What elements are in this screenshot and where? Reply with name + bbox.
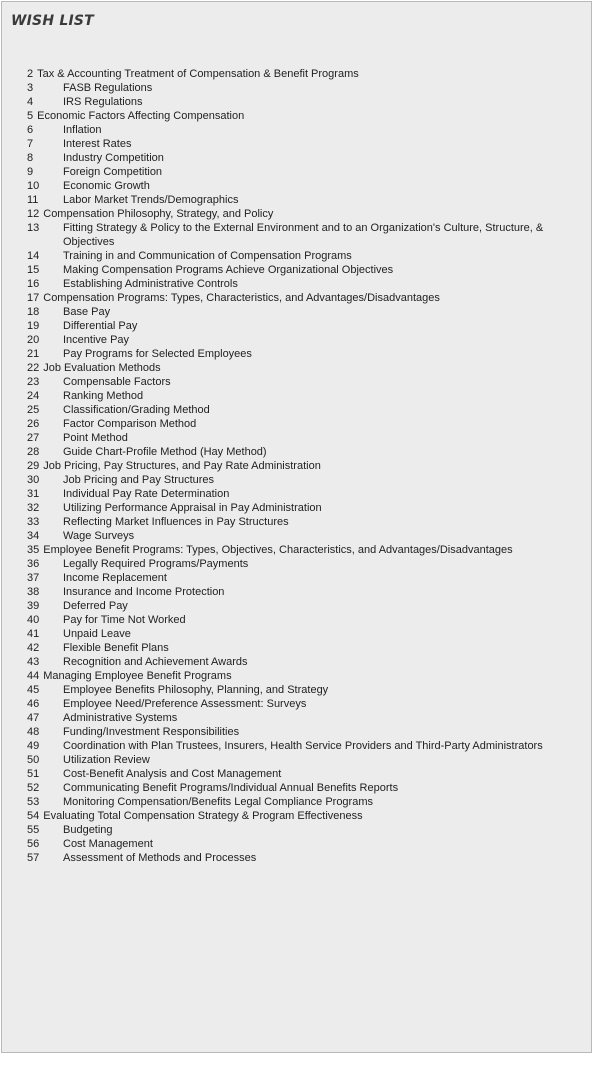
list-item-label: Insurance and Income Protection [63, 586, 225, 598]
list-item [27, 725, 587, 739]
list-item [27, 669, 587, 683]
list-item-label: Differential Pay [63, 320, 138, 332]
list-item [27, 515, 587, 529]
list-item [27, 431, 587, 445]
list-item [27, 655, 587, 669]
list-item-number: 13 [27, 222, 40, 234]
wish-list-panel [1, 1, 592, 1053]
list-item-number: 45 [27, 684, 40, 696]
list-item-number: 7 [27, 138, 34, 150]
list-item-number: 5 [27, 110, 34, 122]
list-item [27, 137, 587, 151]
list-item-label: Employee Benefit Programs: Types, Objectives, Characteristics, and Advantages/Disadvantages [43, 544, 513, 556]
list-item-number: 10 [27, 180, 40, 192]
list-item-number: 32 [27, 502, 40, 514]
list-item [27, 487, 587, 501]
list-item-label: Base Pay [63, 306, 111, 318]
list-item-number: 35 [27, 544, 40, 556]
list-item-label: Managing Employee Benefit Programs [43, 670, 232, 682]
list-item-number: 14 [27, 250, 40, 262]
list-item [27, 599, 587, 613]
list-item [27, 207, 587, 221]
list-item [27, 179, 587, 193]
list-item-number: 6 [27, 124, 34, 136]
list-item-label: Inflation [63, 124, 102, 136]
list-item-number: 16 [27, 278, 40, 290]
list-item-number: 43 [27, 656, 40, 668]
list-item [27, 221, 587, 249]
list-item-label: Tax & Accounting Treatment of Compensation & Benefit Programs [37, 68, 359, 80]
list-item-label: Job Pricing and Pay Structures [63, 474, 215, 486]
list-item-label: Incentive Pay [63, 334, 130, 346]
list-item-number: 2 [27, 68, 34, 80]
list-item-number: 34 [27, 530, 40, 542]
list-item [27, 193, 587, 207]
list-item-number: 11 [27, 194, 39, 206]
list-item-number: 4 [27, 96, 34, 108]
list-item [27, 627, 587, 641]
list-item-label: Compensable Factors [63, 376, 171, 388]
list-item [27, 361, 587, 375]
list-item-label: Budgeting [63, 824, 113, 836]
list-item [27, 571, 587, 585]
list-item-label: Economic Factors Affecting Compensation [37, 110, 245, 122]
list-item-label: Pay Programs for Selected Employees [63, 348, 252, 360]
list-item-label: Fitting Strategy & Policy to the External Environment and to an Organization's Culture, Structure, & Objectives [63, 222, 544, 248]
list-item-number: 19 [27, 320, 40, 332]
list-item [27, 501, 587, 515]
list-item-number: 31 [27, 488, 40, 500]
wish-list [27, 67, 587, 865]
list-item [27, 557, 587, 571]
list-item [27, 781, 587, 795]
list-item [27, 851, 587, 865]
list-item-number: 3 [27, 82, 34, 94]
list-item-label: Administrative Systems [63, 712, 178, 724]
list-item-number: 21 [27, 348, 40, 360]
list-item [27, 291, 587, 305]
list-item-label: IRS Regulations [63, 96, 143, 108]
list-item-number: 9 [27, 166, 34, 178]
list-item-label: Reflecting Market Influences in Pay Structures [63, 516, 289, 528]
list-item-number: 51 [27, 768, 40, 780]
list-item-label: Establishing Administrative Controls [63, 278, 238, 290]
list-item [27, 459, 587, 473]
list-item [27, 837, 587, 851]
list-item-number: 12 [27, 208, 40, 220]
list-item [27, 165, 587, 179]
list-item-label: Guide Chart-Profile Method (Hay Method) [63, 446, 267, 458]
list-item [27, 417, 587, 431]
list-item-label: Training in and Communication of Compensation Programs [63, 250, 352, 262]
list-item-label: Compensation Philosophy, Strategy, and Policy [43, 208, 274, 220]
list-item [27, 109, 587, 123]
list-item [27, 347, 587, 361]
list-item-label: Point Method [63, 432, 128, 444]
list-item [27, 123, 587, 137]
list-item [27, 81, 587, 95]
list-item [27, 389, 587, 403]
list-item-number: 36 [27, 558, 40, 570]
list-item-label: Utilization Review [63, 754, 150, 766]
list-item [27, 753, 587, 767]
list-item [27, 711, 587, 725]
list-item-number: 46 [27, 698, 40, 710]
list-item-label: Classification/Grading Method [63, 404, 210, 416]
list-item-label: Economic Growth [63, 180, 150, 192]
list-item [27, 403, 587, 417]
list-item [27, 529, 587, 543]
list-item [27, 277, 587, 291]
list-item-label: Making Compensation Programs Achieve Organizational Objectives [63, 264, 394, 276]
list-item-label: Assessment of Methods and Processes [63, 852, 257, 864]
list-item-label: Labor Market Trends/Demographics [63, 194, 239, 206]
list-item-label: Pay for Time Not Worked [63, 614, 186, 626]
list-item-label: Employee Benefits Philosophy, Planning, and Strategy [63, 684, 329, 696]
list-item-number: 25 [27, 404, 40, 416]
list-item-number: 41 [27, 628, 40, 640]
list-item-label: Job Evaluation Methods [43, 362, 161, 374]
list-item-number: 26 [27, 418, 40, 430]
list-item-label: Deferred Pay [63, 600, 128, 612]
list-item-label: Unpaid Leave [63, 628, 131, 640]
list-item [27, 543, 587, 557]
list-item [27, 263, 587, 277]
list-item-label: Cost Management [63, 838, 153, 850]
list-item [27, 613, 587, 627]
list-item-number: 40 [27, 614, 40, 626]
list-item [27, 305, 587, 319]
list-item-label: Income Replacement [63, 572, 167, 584]
list-item [27, 67, 587, 81]
list-item-label: Interest Rates [63, 138, 132, 150]
list-item [27, 767, 587, 781]
list-item-label: Foreign Competition [63, 166, 163, 178]
list-item [27, 95, 587, 109]
list-item [27, 473, 587, 487]
list-item-label: Ranking Method [63, 390, 144, 402]
list-item-label: Recognition and Achievement Awards [63, 656, 248, 668]
list-item-number: 29 [27, 460, 40, 472]
list-item-label: Wage Surveys [63, 530, 135, 542]
list-item-label: Evaluating Total Compensation Strategy & Program Effectiveness [43, 810, 363, 822]
list-item [27, 585, 587, 599]
list-item-number: 57 [27, 852, 40, 864]
list-item-number: 24 [27, 390, 40, 402]
list-item [27, 445, 587, 459]
list-item-label: Flexible Benefit Plans [63, 642, 169, 654]
list-item [27, 319, 587, 333]
list-item-label: Coordination with Plan Trustees, Insurers, Health Service Providers and Third-Party Administrators [63, 740, 543, 752]
list-item-label: Utilizing Performance Appraisal in Pay Administration [63, 502, 322, 514]
list-item-number: 53 [27, 796, 40, 808]
list-item-number: 27 [27, 432, 40, 444]
list-item-number: 42 [27, 642, 40, 654]
list-item [27, 683, 587, 697]
list-item-number: 55 [27, 824, 40, 836]
list-item-number: 20 [27, 334, 40, 346]
list-item-label: Monitoring Compensation/Benefits Legal Compliance Programs [63, 796, 373, 808]
list-item [27, 641, 587, 655]
list-item-label: Job Pricing, Pay Structures, and Pay Rate Administration [43, 460, 321, 472]
list-item [27, 151, 587, 165]
list-item-label: Communicating Benefit Programs/Individual Annual Benefits Reports [63, 782, 399, 794]
list-item-number: 56 [27, 838, 40, 850]
list-item-number: 47 [27, 712, 40, 724]
list-item-number: 37 [27, 572, 40, 584]
list-item-number: 28 [27, 446, 40, 458]
list-item [27, 249, 587, 263]
list-item-label: Employee Need/Preference Assessment: Surveys [63, 698, 307, 710]
list-item-number: 54 [27, 810, 40, 822]
list-item-number: 52 [27, 782, 40, 794]
list-item-number: 15 [27, 264, 40, 276]
panel-title: WISH LIST [11, 13, 94, 29]
list-item [27, 697, 587, 711]
list-item-number: 30 [27, 474, 40, 486]
list-item-number: 50 [27, 754, 40, 766]
list-item [27, 333, 587, 347]
list-item-number: 49 [27, 740, 40, 752]
list-item-label: FASB Regulations [63, 82, 153, 94]
list-item-label: Factor Comparison Method [63, 418, 197, 430]
list-item-number: 23 [27, 376, 40, 388]
list-item-label: Compensation Programs: Types, Characteristics, and Advantages/Disadvantages [43, 292, 440, 304]
list-item-label: Legally Required Programs/Payments [63, 558, 249, 570]
list-item-number: 33 [27, 516, 40, 528]
list-item-label: Cost-Benefit Analysis and Cost Management [63, 768, 282, 780]
list-item-number: 17 [27, 292, 40, 304]
list-item-number: 22 [27, 362, 40, 374]
list-item [27, 739, 587, 753]
list-item-label: Funding/Investment Responsibilities [63, 726, 240, 738]
list-item-label: Individual Pay Rate Determination [63, 488, 230, 500]
list-item-number: 39 [27, 600, 40, 612]
list-item-number: 48 [27, 726, 40, 738]
list-item-number: 18 [27, 306, 40, 318]
list-item [27, 375, 587, 389]
list-item [27, 823, 587, 837]
list-item [27, 795, 587, 809]
list-item-number: 44 [27, 670, 40, 682]
list-item [27, 809, 587, 823]
list-item-number: 8 [27, 152, 34, 164]
list-item-number: 38 [27, 586, 40, 598]
list-item-label: Industry Competition [63, 152, 164, 164]
